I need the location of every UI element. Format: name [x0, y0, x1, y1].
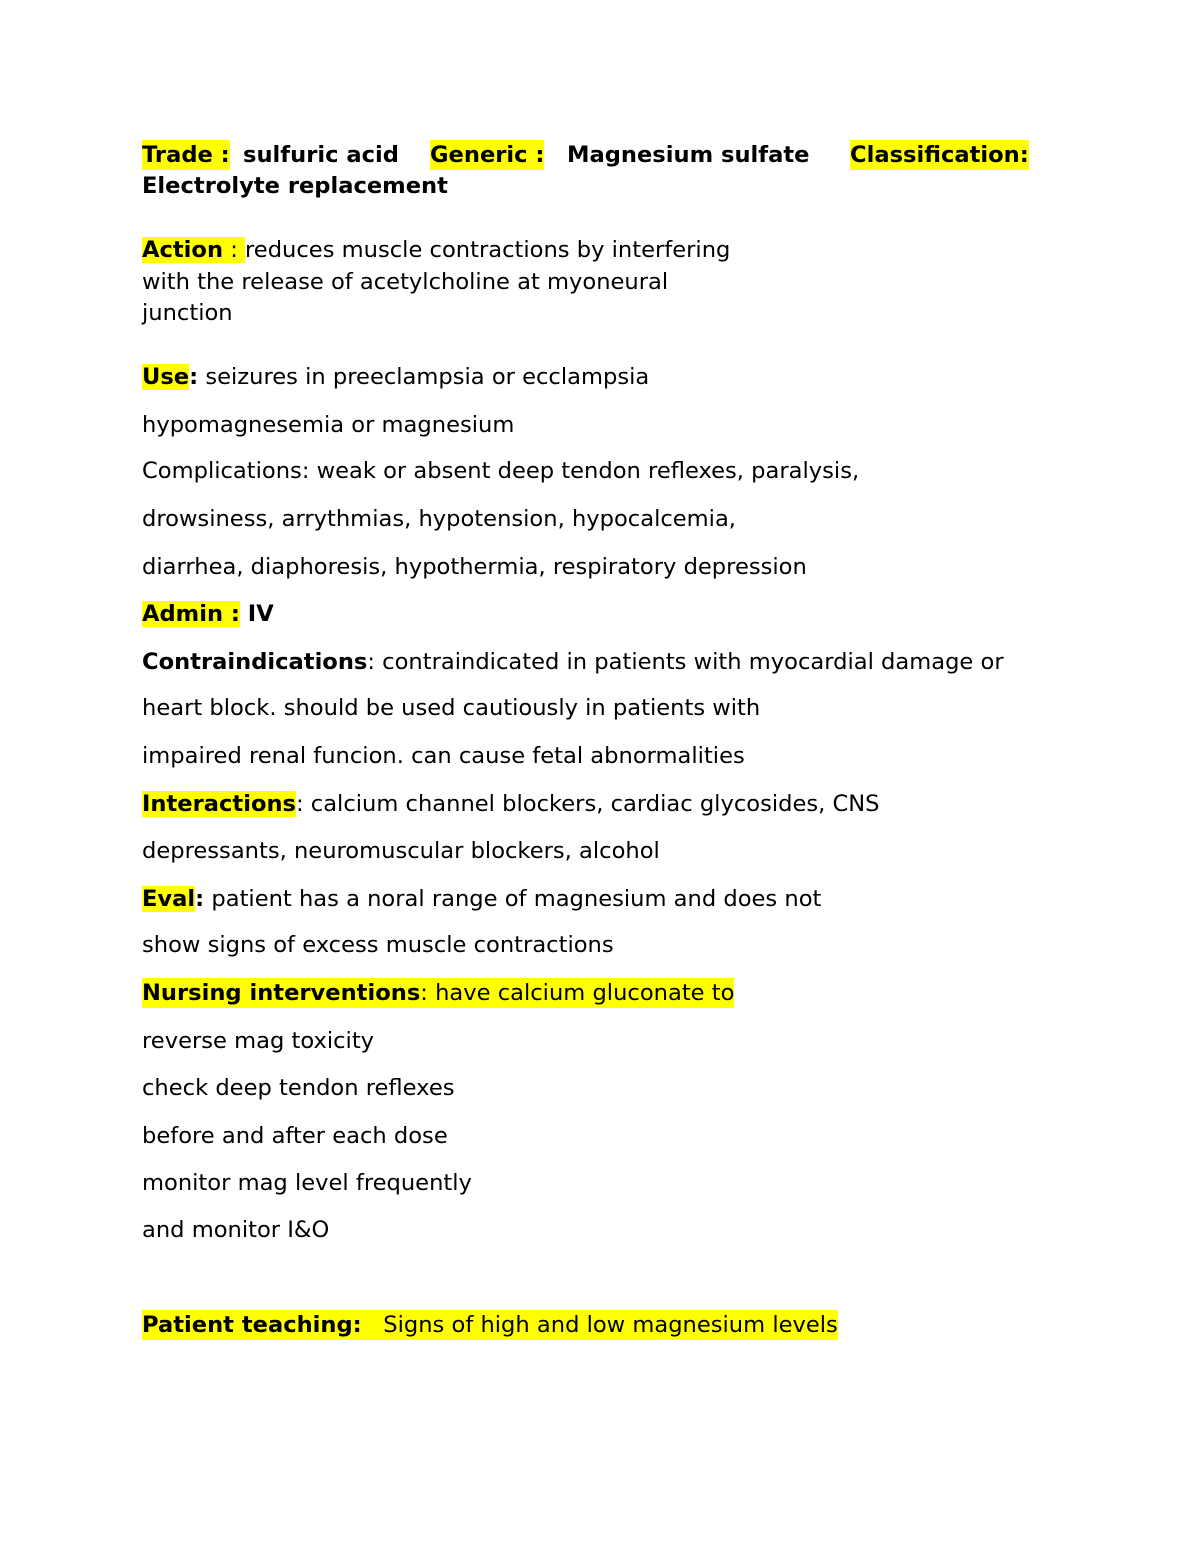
generic-label: Generic : — [430, 142, 545, 168]
use-text: seizures in preeclampsia or ecclampsia — [198, 364, 650, 390]
nursing-line-1 — [142, 978, 734, 1008]
eval-text: patient has a noral range of magnesium and does not — [204, 886, 822, 912]
action-line-3: junction — [142, 300, 233, 326]
action-line-2: with the release of acetylcholine at myoneural — [142, 269, 669, 295]
action-sep: : — [223, 237, 246, 263]
action-text: reduces muscle contractions by interfering — [245, 237, 731, 263]
trade-label: Trade : — [142, 142, 230, 168]
complications-line-1: Complications: weak or absent deep tendon reflexes, paralysis, — [142, 458, 860, 484]
nursing-text: : have calcium gluconate to — [420, 980, 735, 1006]
classification-value: Electrolyte replacement — [142, 173, 448, 199]
contraindications-line-3: impaired renal funcion. can cause fetal abnormalities — [142, 743, 745, 769]
use-line-2: hypomagnesemia or magnesium — [142, 412, 515, 438]
teaching-label: Patient teaching: — [142, 1312, 362, 1338]
eval-sep: : — [195, 886, 205, 912]
interactions-text: : calcium channel blockers, cardiac glycosides, CNS — [296, 791, 880, 817]
complications-line-3: diarrhea, diaphoresis, hypothermia, respiratory depression — [142, 554, 807, 580]
contraindications-line-2: heart block. should be used cautiously in patients with — [142, 695, 761, 721]
nursing-line-6: and monitor I&O — [142, 1217, 330, 1243]
nursing-line-2: reverse mag toxicity — [142, 1028, 375, 1054]
use-sep: : — [189, 364, 199, 390]
use-label: Use — [142, 364, 190, 390]
trade-value: sulfuric acid — [243, 142, 399, 168]
nursing-label: Nursing interventions — [142, 980, 421, 1006]
contraindications-label: Contraindications — [142, 649, 368, 675]
complications-line-2: drowsiness, arrythmias, hypotension, hypocalcemia, — [142, 506, 736, 532]
eval-label: Eval — [142, 886, 196, 912]
classification-label: Classification: — [850, 142, 1029, 168]
admin-value: IV — [239, 601, 274, 627]
action-label: Action — [142, 237, 224, 263]
contraindications-text: : contraindicated in patients with myocardial damage or — [367, 649, 1004, 675]
generic-value: Magnesium sulfate — [567, 142, 810, 168]
eval-line-2: show signs of excess muscle contractions — [142, 932, 614, 958]
eval-line-1 — [142, 884, 821, 914]
header-line — [142, 140, 1062, 170]
nursing-line-4: before and after each dose — [142, 1123, 448, 1149]
contraindications-line-1 — [142, 647, 1004, 677]
interactions-line-1 — [142, 789, 880, 819]
action-line-1 — [142, 235, 730, 265]
use-line-1 — [142, 362, 649, 392]
teaching-value: Signs of high and low magnesium levels — [361, 1312, 838, 1338]
admin-line — [142, 599, 274, 629]
admin-label: Admin : — [142, 601, 240, 627]
nursing-line-3: check deep tendon reflexes — [142, 1075, 455, 1101]
teaching-line — [142, 1310, 838, 1340]
interactions-line-2: depressants, neuromuscular blockers, alcohol — [142, 838, 660, 864]
nursing-line-5: monitor mag level frequently — [142, 1170, 472, 1196]
interactions-label: Interactions — [142, 791, 296, 817]
